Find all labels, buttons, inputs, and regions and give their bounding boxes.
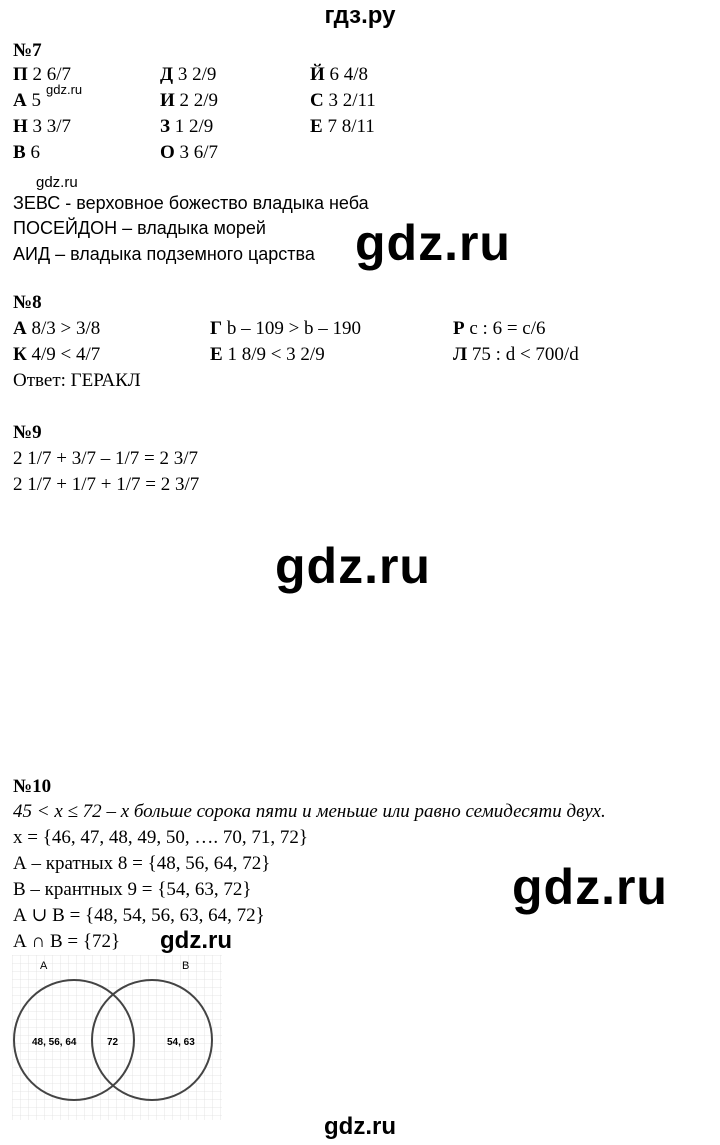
task7-col1-0: П 2 6/7: [13, 64, 72, 85]
venn-only-b: 54, 63: [167, 1037, 195, 1048]
task7-col1-2: Н 3 3/7: [13, 116, 72, 137]
venn-label-b: B: [182, 960, 190, 972]
task7-line-0: ЗЕВС - верховное божество владыка неба: [13, 193, 369, 213]
task8-item-2: Р c : 6 = c/6: [453, 318, 546, 339]
task10-line-1: А – кратных 8 = {48, 56, 64, 72}: [13, 853, 271, 874]
watermark-small: gdz.ru: [46, 82, 83, 97]
task7-col2-1: И 2 2/9: [160, 90, 219, 111]
task8-number: №8: [13, 292, 42, 313]
task7-col3-0: Й 6 4/8: [310, 64, 369, 85]
watermark-big: gdz.ru: [275, 538, 431, 594]
task10-condition: 45 < x ≤ 72 – x больше сорока пяти и меньше или равно семидесяти двух.: [13, 801, 606, 822]
venn-only-a: 48, 56, 64: [32, 1037, 77, 1048]
task9-line-1: 2 1/7 + 1/7 + 1/7 = 2 3/7: [13, 474, 200, 495]
task7-col2-0: Д 3 2/9: [160, 64, 217, 85]
page-header: гдз.ру: [324, 2, 396, 29]
task7-col1-1: А 5: [13, 90, 41, 111]
venn-both: 72: [107, 1037, 119, 1048]
task7-col2-3: О 3 6/7: [160, 142, 219, 163]
task9-line-0: 2 1/7 + 3/7 – 1/7 = 2 3/7: [13, 448, 199, 469]
task8-item-5: Л 75 : d < 700/d: [453, 344, 579, 365]
task10-line-0: x = {46, 47, 48, 49, 50, …. 70, 71, 72}: [13, 827, 308, 848]
watermark-small: gdz.ru: [36, 174, 78, 191]
task7-line-1: ПОСЕЙДОН – владыка морей: [13, 218, 266, 238]
task7-col3-1: С 3 2/11: [310, 90, 376, 111]
task7-col3-2: Е 7 8/11: [310, 116, 375, 137]
venn-label-a: A: [40, 960, 48, 972]
task7-number: №7: [13, 40, 42, 61]
task8-answer: Ответ: ГЕРАКЛ: [13, 370, 141, 391]
task10-line-2: В – крантных 9 = {54, 63, 72}: [13, 879, 252, 900]
task10-line-4: А ∩ В = {72}: [13, 931, 121, 952]
task10-line-3: А ∪ В = {48, 54, 56, 63, 64, 72}: [13, 905, 265, 926]
task7-line-2: АИД – владыка подземного царства: [13, 244, 315, 264]
task7-col2-2: З 1 2/9: [160, 116, 214, 137]
task10-number: №10: [13, 776, 52, 797]
task8-item-4: Е 1 8/9 < 3 2/9: [210, 344, 325, 365]
watermark-big: gdz.ru: [512, 859, 668, 915]
task9-number: №9: [13, 422, 42, 443]
watermark-big: gdz.ru: [355, 215, 511, 271]
task7-col1-3: В 6: [13, 142, 40, 163]
watermark-small: gdz.ru: [160, 927, 232, 954]
task8-item-3: К 4/9 < 4/7: [13, 344, 101, 365]
task8-item-0: А 8/3 > 3/8: [13, 318, 101, 339]
venn-diagram: [12, 955, 222, 1120]
page-footer: gdz.ru: [324, 1113, 396, 1140]
task8-item-1: Г b – 109 > b – 190: [210, 318, 362, 339]
